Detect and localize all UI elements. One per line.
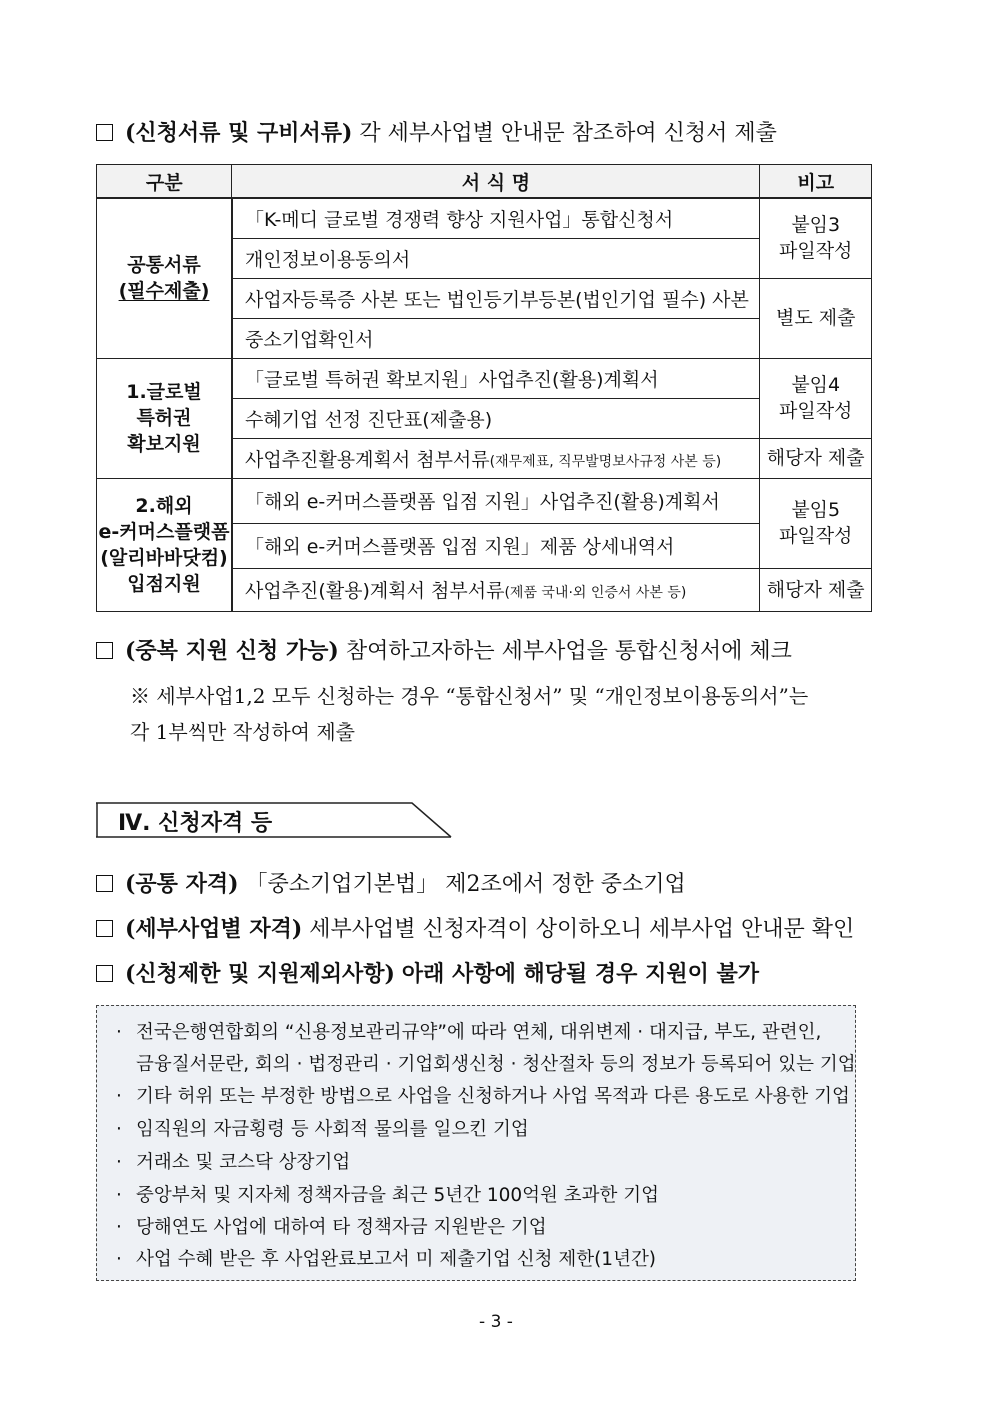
checkbox-square-icon	[96, 965, 113, 982]
form-item: 「해외 e-커머스플랫폼 입점 지원」사업추진(활용)계획서	[232, 478, 760, 523]
remark-attachment: 붙임4	[791, 374, 841, 396]
form-item: 「해외 e-커머스플랫폼 입점 지원」제품 상세내역서	[232, 523, 760, 568]
remark-cell: 해당자 제출	[760, 438, 872, 478]
heading-common-eligibility	[96, 867, 686, 898]
remark-cell	[760, 478, 872, 568]
list-item	[116, 1018, 821, 1044]
restrictions-box	[96, 1005, 856, 1281]
heading-duplicate	[96, 634, 792, 665]
heading-common-eligibility-text: 「중소기업기본법」 제2조에서 정한 중소기업	[245, 872, 686, 897]
category-patent	[97, 358, 232, 478]
restriction-text: 중앙부처 및 지자체 정책자금을 최근 5년간 100억원 초과한 기업	[136, 1185, 660, 1206]
restriction-text: 전국은행연합회의 “신용정보관리규약”에 따라 연체, 대위변제 · 대지급, 부도, 관련인,	[136, 1022, 822, 1043]
restriction-text: 당해연도 사업에 대하여 타 정책자금 지원받은 기업	[136, 1217, 547, 1238]
category-ecommerce-line: 입점지원	[127, 572, 201, 595]
category-common-subtitle: (필수제출)	[118, 280, 210, 303]
section-title: Ⅳ. 신청자격 등	[118, 811, 273, 836]
heading-documents-text: 각 세부사업별 안내문 참조하여 신청서 제출	[359, 121, 777, 146]
header-remarks: 비고	[760, 165, 872, 199]
header-form-name: 서 식 명	[232, 165, 760, 199]
form-item-main: 사업추진(활용)계획서 첨부서류	[244, 580, 505, 602]
header-category: 구분	[97, 165, 232, 199]
heading-sub-eligibility	[96, 912, 854, 943]
list-item	[116, 1245, 656, 1271]
note-line-1: ※ 세부사업1,2 모두 신청하는 경우 “통합신청서” 및 “개인정보이용동의서”는	[130, 684, 809, 708]
form-item: 수혜기업 선정 진단표(제출용)	[232, 398, 760, 438]
table-header-row	[97, 165, 872, 199]
bullet-icon: ·	[116, 1152, 122, 1173]
documents-table	[96, 164, 872, 612]
category-ecommerce-line: 2.해외	[135, 494, 193, 517]
category-common	[97, 198, 232, 358]
form-item	[232, 438, 760, 478]
category-patent-line: 확보지원	[127, 433, 201, 455]
heading-duplicate-lead: (중복 지원 신청 가능)	[125, 638, 339, 664]
page-number: - 3 -	[479, 1312, 513, 1332]
form-item-detail: (제품 국내·외 인증서 사본 등)	[504, 585, 687, 601]
heading-restrictions-text: 아래 사항에 해당될 경우 지원이 불가	[401, 961, 759, 987]
list-item	[116, 1050, 856, 1076]
checkbox-square-icon	[96, 124, 113, 141]
restriction-text: 임직원의 자금횡령 등 사회적 물의를 일으킨 기업	[136, 1119, 529, 1140]
restriction-text: 기타 허위 또는 부정한 방법으로 사업을 신청하거나 사업 목적과 다른 용도로 사용한 기업	[136, 1086, 850, 1107]
remark-file: 파일작성	[779, 240, 853, 263]
remark-attachment: 붙임5	[791, 499, 841, 521]
heading-restrictions	[96, 957, 759, 988]
list-item	[116, 1082, 850, 1108]
heading-documents	[96, 116, 777, 147]
checkbox-square-icon	[96, 920, 113, 937]
category-common-title: 공통서류	[127, 254, 201, 277]
heading-duplicate-text: 참여하고자하는 세부사업을 통합신청서에 체크	[345, 639, 792, 664]
restriction-text: 금융질서문란, 회의 · 법정관리 · 기업회생신청 · 청산절차 등의 정보가 등록되어 있는 기업	[136, 1054, 856, 1075]
restriction-text: 거래소 및 코스닥 상장기업	[136, 1152, 351, 1173]
category-patent-line: 1.글로벌	[126, 381, 202, 403]
heading-sub-eligibility-lead: (세부사업별 자격)	[125, 916, 303, 942]
remark-cell	[760, 198, 872, 278]
form-item: 「K-메디 글로벌 경쟁력 향상 지원사업」통합신청서	[232, 198, 760, 238]
table-row	[97, 198, 872, 238]
remark-cell: 해당자 제출	[760, 568, 872, 611]
form-item: 「글로벌 특허권 확보지원」사업추진(활용)계획서	[232, 358, 760, 398]
restriction-text: 사업 수혜 받은 후 사업완료보고서 미 제출기업 신청 제한(1년간)	[136, 1249, 657, 1270]
remark-file: 파일작성	[779, 400, 853, 422]
remark-attachment: 붙임3	[791, 214, 841, 237]
remark-cell	[760, 358, 872, 438]
heading-documents-lead: (신청서류 및 구비서류)	[125, 120, 353, 146]
bullet-icon: ·	[116, 1249, 122, 1270]
bullet-icon: ·	[116, 1185, 122, 1206]
bullet-icon: ·	[116, 1086, 122, 1107]
category-ecommerce-line: e-커머스플랫폼	[98, 520, 230, 543]
list-item	[116, 1181, 659, 1207]
form-item-detail: (재무제표, 직무발명보사규정 사본 등)	[489, 453, 722, 470]
bullet-icon: ·	[116, 1119, 122, 1140]
form-item: 사업자등록증 사본 또는 법인등기부등본(법인기업 필수) 사본	[232, 278, 760, 318]
remark-cell: 별도 제출	[760, 278, 872, 358]
form-item-main: 사업추진활용계획서 첨부서류	[244, 448, 490, 471]
checkbox-square-icon	[96, 642, 113, 659]
checkbox-square-icon	[96, 875, 113, 892]
heading-sub-eligibility-text: 세부사업별 신청자격이 상이하오니 세부사업 안내문 확인	[309, 917, 855, 942]
category-ecommerce-line: (알리바바닷컴)	[100, 546, 228, 569]
category-patent-line: 특허권	[136, 407, 192, 429]
form-item	[232, 568, 760, 611]
form-item: 중소기업확인서	[232, 318, 760, 358]
heading-common-eligibility-lead: (공통 자격)	[125, 871, 239, 897]
note-line-2: 각 1부씩만 작성하여 제출	[130, 720, 355, 744]
bullet-icon: ·	[116, 1217, 122, 1238]
list-item	[116, 1115, 529, 1141]
table-row	[97, 358, 872, 398]
table-row	[97, 478, 872, 523]
bullet-icon: ·	[116, 1022, 122, 1043]
list-item	[116, 1213, 547, 1239]
form-item: 개인정보이용동의서	[232, 238, 760, 278]
category-ecommerce	[97, 478, 232, 611]
heading-restrictions-lead: (신청제한 및 지원제외사항)	[125, 961, 395, 987]
remark-file: 파일작성	[779, 525, 853, 547]
list-item	[116, 1148, 350, 1174]
